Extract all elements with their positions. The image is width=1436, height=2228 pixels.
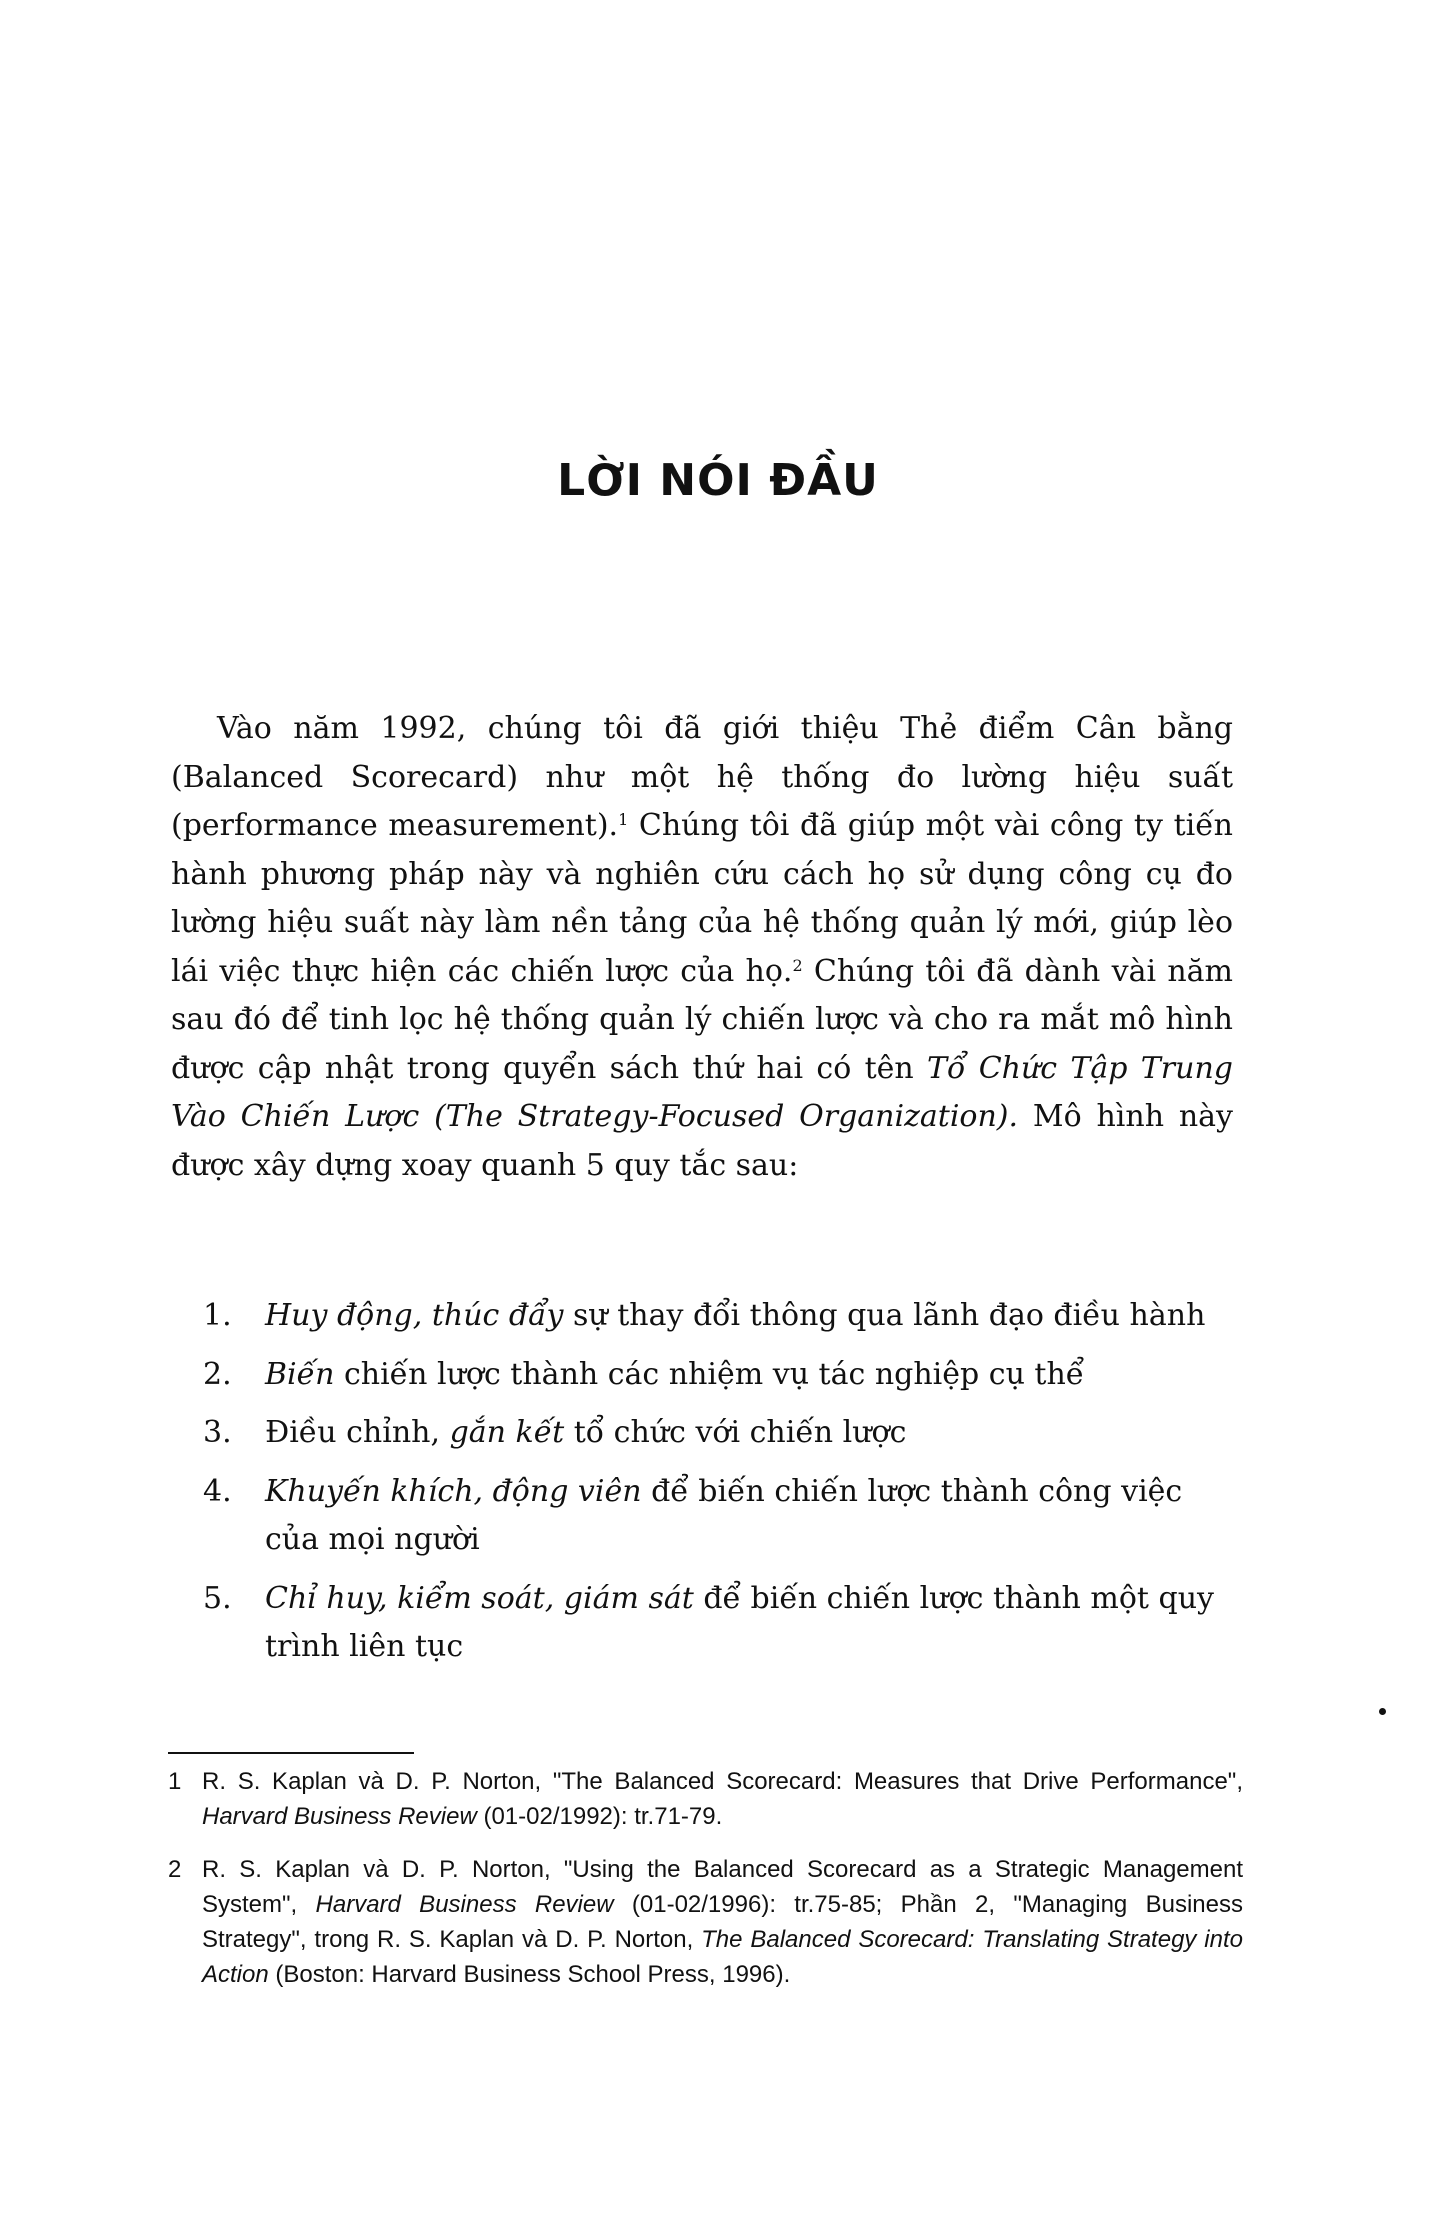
text: chiến lược thành các nhiệm vụ tác nghiệp cụ thể	[334, 1356, 1085, 1392]
footnote-number: 1	[168, 1768, 182, 1795]
text: Điều chỉnh,	[265, 1415, 450, 1450]
page-title: LỜI NÓI ĐẦU	[557, 455, 879, 506]
list-number: 3.	[203, 1415, 232, 1450]
emphasis: Huy động, thúc đẩy	[265, 1298, 564, 1333]
stray-dot	[1379, 1708, 1386, 1715]
emphasis: Chỉ huy, kiểm soát, giám sát	[265, 1580, 694, 1616]
text: để biến chiến lược thành một quy trình liên tục	[265, 1580, 1214, 1664]
text: sự thay đổi thông qua lãnh đạo điều hành	[563, 1298, 1206, 1333]
list-item	[203, 1409, 1243, 1458]
intro-paragraph	[171, 705, 1233, 1190]
list-number: 2.	[203, 1356, 232, 1392]
text: Vào năm 1992, chúng tôi đã giới thiệu Thẻ điểm Cân bằng (Balanced Scorecard) như một hệ thống đo lường hiệu suất (performance measurement).	[171, 711, 1233, 843]
text: (Boston: Harvard Business School Press, 1996).	[268, 1961, 791, 1988]
footnote-ref-1[interactable]: 1	[618, 810, 629, 829]
emphasis: Khuyến khích, động viên	[265, 1473, 642, 1509]
list-item	[203, 1575, 1243, 1672]
text: Chúng tôi đã dành vài năm sau đó để tinh lọc hệ thống quản lý chiến lược và cho ra mắt mô hình được cập nhật trong quyển sách thứ hai có tên	[171, 953, 1233, 1086]
emphasis: gắn kết	[449, 1415, 565, 1450]
footnote-ref-2[interactable]: 2	[792, 955, 803, 975]
rules-list	[203, 1292, 1243, 1682]
list-number: 4.	[203, 1473, 232, 1509]
text: (01-02/1992): tr.71-79.	[476, 1803, 723, 1830]
text: Chúng tôi đã giúp một vài công ty tiến hành phương pháp này và nghiên cứu cách họ sử dụng công cụ đo lường hiệu suất này làm nền tảng của hệ thống quản lý mới, giúp lèo lái việc thực hiện các chiến lược của họ.	[171, 808, 1233, 989]
footnote-divider	[168, 1752, 414, 1754]
text: R. S. Kaplan và D. P. Norton, "The Balanced Scorecard: Measures that Drive Performance",	[202, 1768, 1243, 1795]
text: Mô hình này được xây dựng xoay quanh 5 quy tắc sau:	[171, 1099, 1233, 1183]
list-item	[203, 1351, 1243, 1400]
list-item	[203, 1468, 1243, 1565]
text: để biến chiến lược thành công việc của mọi người	[265, 1473, 1183, 1557]
journal: Harvard Business Review	[202, 1803, 477, 1830]
footnote-1	[168, 1764, 1243, 1834]
text: R. S. Kaplan và D. P. Norton, "Using the Balanced Scorecard as a Strategic Management System",	[202, 1856, 1243, 1918]
list-number: 5.	[203, 1580, 232, 1616]
footnote-2	[168, 1852, 1243, 1992]
book-title: Tổ Chức Tập Trung Vào Chiến Lược (The Strategy-Focused Organization).	[171, 1050, 1233, 1134]
book-title: The Balanced Scorecard: Translating Strategy into Action	[202, 1926, 1243, 1988]
list-item	[203, 1292, 1243, 1341]
text: (01-02/1996): tr.75-85; Phần 2, "Managing Business Strategy", trong R. S. Kaplan và D. P. Norton,	[202, 1891, 1243, 1953]
footnote-number: 2	[168, 1856, 182, 1883]
emphasis: Biến	[265, 1356, 335, 1392]
journal: Harvard Business Review	[315, 1891, 614, 1918]
text: tổ chức với chiến lược	[564, 1415, 907, 1450]
list-number: 1.	[203, 1298, 232, 1333]
